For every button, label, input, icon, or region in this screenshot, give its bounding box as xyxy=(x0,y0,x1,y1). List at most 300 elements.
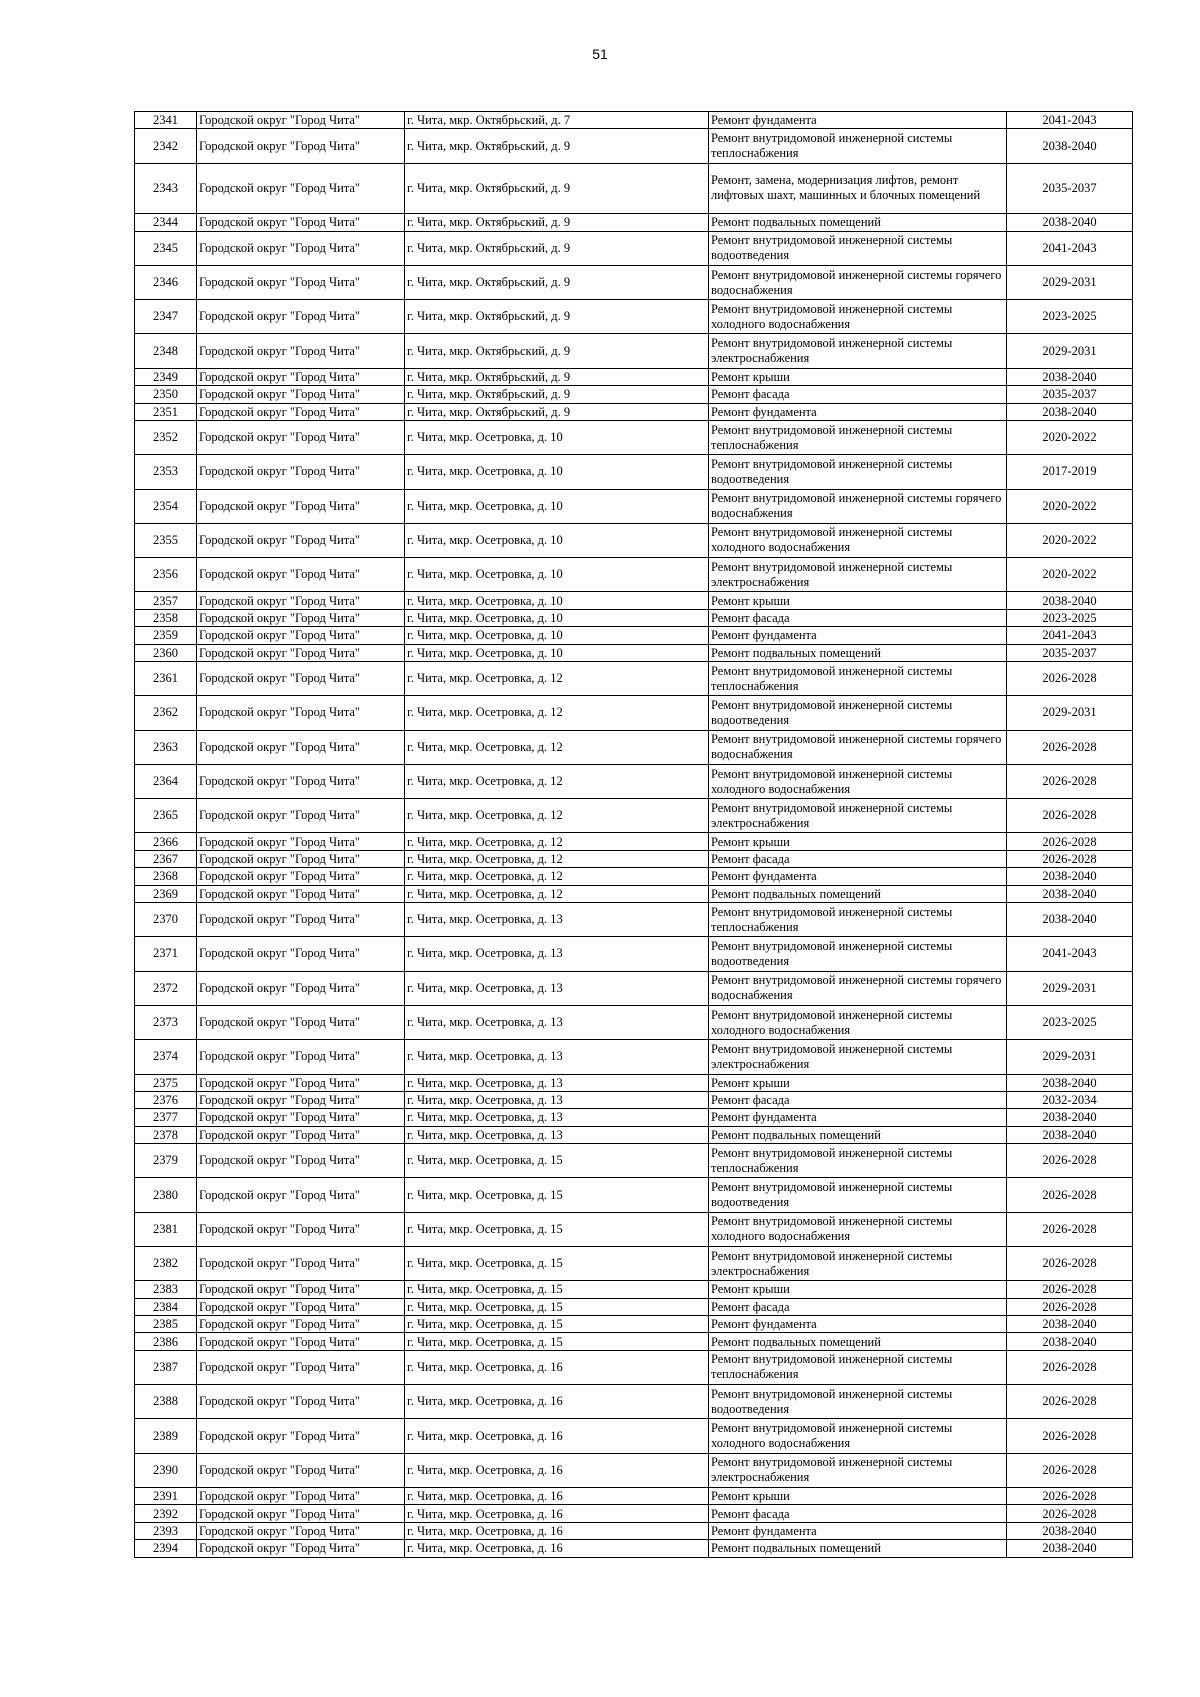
row-number-cell: 2372 xyxy=(135,971,197,1005)
table-row xyxy=(135,644,1133,661)
period-cell: 2029-2031 xyxy=(1007,334,1133,368)
row-number-cell: 2375 xyxy=(135,1074,197,1091)
address-cell: г. Чита, мкр. Осетровка, д. 15 xyxy=(405,1144,709,1178)
municipality-cell: Городской округ "Город Чита" xyxy=(197,1074,405,1091)
address-cell: г. Чита, мкр. Осетровка, д. 12 xyxy=(405,661,709,695)
table-row xyxy=(135,1281,1133,1298)
work-type-cell: Ремонт внутридомовой инженерной системы холодного водоснабжения xyxy=(709,300,1007,334)
municipality-cell: Городской округ "Город Чита" xyxy=(197,129,405,163)
municipality-cell: Городской округ "Город Чита" xyxy=(197,1522,405,1539)
municipality-cell: Городской округ "Город Чита" xyxy=(197,1333,405,1350)
row-number-cell: 2356 xyxy=(135,558,197,592)
table-row xyxy=(135,1505,1133,1522)
table-row xyxy=(135,523,1133,557)
row-number-cell: 2341 xyxy=(135,112,197,129)
work-type-cell: Ремонт внутридомовой инженерной системы электроснабжения xyxy=(709,1246,1007,1280)
row-number-cell: 2364 xyxy=(135,764,197,798)
row-number-cell: 2390 xyxy=(135,1453,197,1487)
table-row xyxy=(135,627,1133,644)
address-cell: г. Чита, мкр. Осетровка, д. 12 xyxy=(405,799,709,833)
period-cell: 2026-2028 xyxy=(1007,1281,1133,1298)
municipality-cell: Городской округ "Город Чита" xyxy=(197,523,405,557)
row-number-cell: 2374 xyxy=(135,1040,197,1074)
table-row xyxy=(135,112,1133,129)
address-cell: г. Чита, мкр. Осетровка, д. 15 xyxy=(405,1333,709,1350)
work-type-cell: Ремонт внутридомовой инженерной системы холодного водоснабжения xyxy=(709,1419,1007,1453)
municipality-cell: Городской округ "Город Чита" xyxy=(197,1178,405,1212)
table-row xyxy=(135,368,1133,385)
row-number-cell: 2365 xyxy=(135,799,197,833)
row-number-cell: 2369 xyxy=(135,885,197,902)
work-type-cell: Ремонт внутридомовой инженерной системы электроснабжения xyxy=(709,799,1007,833)
table-row xyxy=(135,1126,1133,1143)
address-cell: г. Чита, мкр. Осетровка, д. 12 xyxy=(405,868,709,885)
municipality-cell: Городской округ "Город Чита" xyxy=(197,1316,405,1333)
table-row xyxy=(135,265,1133,299)
table-row xyxy=(135,799,1133,833)
municipality-cell: Городской округ "Город Чита" xyxy=(197,386,405,403)
period-cell: 2038-2040 xyxy=(1007,214,1133,231)
address-cell: г. Чита, мкр. Октябрьский, д. 9 xyxy=(405,386,709,403)
row-number-cell: 2351 xyxy=(135,403,197,420)
work-type-cell: Ремонт крыши xyxy=(709,592,1007,609)
work-type-cell: Ремонт внутридомовой инженерной системы холодного водоснабжения xyxy=(709,523,1007,557)
repair-schedule-table xyxy=(134,111,1133,1558)
address-cell: г. Чита, мкр. Осетровка, д. 16 xyxy=(405,1385,709,1419)
work-type-cell: Ремонт внутридомовой инженерной системы теплоснабжения xyxy=(709,903,1007,937)
row-number-cell: 2373 xyxy=(135,1005,197,1039)
work-type-cell: Ремонт крыши xyxy=(709,1488,1007,1505)
municipality-cell: Городской округ "Город Чита" xyxy=(197,420,405,454)
municipality-cell: Городской округ "Город Чита" xyxy=(197,937,405,971)
period-cell: 2026-2028 xyxy=(1007,661,1133,695)
address-cell: г. Чита, мкр. Осетровка, д. 13 xyxy=(405,1074,709,1091)
address-cell: г. Чита, мкр. Осетровка, д. 16 xyxy=(405,1453,709,1487)
row-number-cell: 2391 xyxy=(135,1488,197,1505)
period-cell: 2026-2028 xyxy=(1007,850,1133,867)
period-cell: 2023-2025 xyxy=(1007,1005,1133,1039)
municipality-cell: Городской округ "Город Чита" xyxy=(197,455,405,489)
municipality-cell: Городской округ "Город Чита" xyxy=(197,1281,405,1298)
municipality-cell: Городской округ "Город Чита" xyxy=(197,1126,405,1143)
period-cell: 2026-2028 xyxy=(1007,1385,1133,1419)
table-row xyxy=(135,868,1133,885)
row-number-cell: 2383 xyxy=(135,1281,197,1298)
work-type-cell: Ремонт внутридомовой инженерной системы горячего водоснабжения xyxy=(709,265,1007,299)
row-number-cell: 2388 xyxy=(135,1385,197,1419)
row-number-cell: 2342 xyxy=(135,129,197,163)
municipality-cell: Городской округ "Город Чита" xyxy=(197,696,405,730)
work-type-cell: Ремонт внутридомовой инженерной системы водоотведения xyxy=(709,937,1007,971)
municipality-cell: Городской округ "Город Чита" xyxy=(197,903,405,937)
municipality-cell: Городской округ "Город Чита" xyxy=(197,1419,405,1453)
table-row xyxy=(135,1419,1133,1453)
work-type-cell: Ремонт внутридомовой инженерной системы теплоснабжения xyxy=(709,661,1007,695)
municipality-cell: Городской округ "Город Чита" xyxy=(197,1246,405,1280)
row-number-cell: 2394 xyxy=(135,1540,197,1557)
address-cell: г. Чита, мкр. Октябрьский, д. 9 xyxy=(405,163,709,214)
row-number-cell: 2349 xyxy=(135,368,197,385)
table-row xyxy=(135,1350,1133,1384)
work-type-cell: Ремонт фасада xyxy=(709,850,1007,867)
period-cell: 2029-2031 xyxy=(1007,696,1133,730)
municipality-cell: Городской округ "Город Чита" xyxy=(197,799,405,833)
row-number-cell: 2343 xyxy=(135,163,197,214)
period-cell: 2041-2043 xyxy=(1007,112,1133,129)
municipality-cell: Городской округ "Город Чита" xyxy=(197,1212,405,1246)
period-cell: 2026-2028 xyxy=(1007,1178,1133,1212)
table-row xyxy=(135,1522,1133,1539)
row-number-cell: 2379 xyxy=(135,1144,197,1178)
table-body xyxy=(135,112,1133,1558)
period-cell: 2038-2040 xyxy=(1007,903,1133,937)
period-cell: 2017-2019 xyxy=(1007,455,1133,489)
table-row xyxy=(135,903,1133,937)
table-row xyxy=(135,420,1133,454)
work-type-cell: Ремонт фасада xyxy=(709,609,1007,626)
period-cell: 2029-2031 xyxy=(1007,971,1133,1005)
work-type-cell: Ремонт внутридомовой инженерной системы теплоснабжения xyxy=(709,420,1007,454)
municipality-cell: Городской округ "Город Чита" xyxy=(197,833,405,850)
municipality-cell: Городской округ "Город Чита" xyxy=(197,1488,405,1505)
table-row xyxy=(135,455,1133,489)
period-cell: 2026-2028 xyxy=(1007,1419,1133,1453)
period-cell: 2035-2037 xyxy=(1007,386,1133,403)
period-cell: 2035-2037 xyxy=(1007,644,1133,661)
municipality-cell: Городской округ "Город Чита" xyxy=(197,214,405,231)
address-cell: г. Чита, мкр. Осетровка, д. 16 xyxy=(405,1488,709,1505)
table-row xyxy=(135,1040,1133,1074)
address-cell: г. Чита, мкр. Осетровка, д. 15 xyxy=(405,1212,709,1246)
row-number-cell: 2357 xyxy=(135,592,197,609)
work-type-cell: Ремонт фундамента xyxy=(709,627,1007,644)
table-row xyxy=(135,609,1133,626)
table-row xyxy=(135,1212,1133,1246)
row-number-cell: 2345 xyxy=(135,231,197,265)
period-cell: 2026-2028 xyxy=(1007,799,1133,833)
address-cell: г. Чита, мкр. Осетровка, д. 12 xyxy=(405,696,709,730)
table-row xyxy=(135,1246,1133,1280)
work-type-cell: Ремонт внутридомовой инженерной системы теплоснабжения xyxy=(709,1144,1007,1178)
work-type-cell: Ремонт внутридомовой инженерной системы электроснабжения xyxy=(709,334,1007,368)
municipality-cell: Городской округ "Город Чита" xyxy=(197,300,405,334)
row-number-cell: 2350 xyxy=(135,386,197,403)
row-number-cell: 2393 xyxy=(135,1522,197,1539)
work-type-cell: Ремонт внутридомовой инженерной системы водоотведения xyxy=(709,231,1007,265)
municipality-cell: Городской округ "Город Чита" xyxy=(197,1298,405,1315)
work-type-cell: Ремонт подвальных помещений xyxy=(709,1333,1007,1350)
work-type-cell: Ремонт, замена, модернизация лифтов, ремонт лифтовых шахт, машинных и блочных помещений xyxy=(709,163,1007,214)
work-type-cell: Ремонт внутридомовой инженерной системы водоотведения xyxy=(709,1178,1007,1212)
table-row xyxy=(135,403,1133,420)
address-cell: г. Чита, мкр. Осетровка, д. 10 xyxy=(405,609,709,626)
period-cell: 2020-2022 xyxy=(1007,558,1133,592)
work-type-cell: Ремонт внутридомовой инженерной системы теплоснабжения xyxy=(709,129,1007,163)
work-type-cell: Ремонт подвальных помещений xyxy=(709,214,1007,231)
row-number-cell: 2389 xyxy=(135,1419,197,1453)
address-cell: г. Чита, мкр. Осетровка, д. 12 xyxy=(405,850,709,867)
table-row xyxy=(135,129,1133,163)
work-type-cell: Ремонт внутридомовой инженерной системы теплоснабжения xyxy=(709,1350,1007,1384)
work-type-cell: Ремонт подвальных помещений xyxy=(709,1540,1007,1557)
table-row xyxy=(135,334,1133,368)
period-cell: 2026-2028 xyxy=(1007,1212,1133,1246)
municipality-cell: Городской округ "Город Чита" xyxy=(197,558,405,592)
work-type-cell: Ремонт внутридомовой инженерной системы горячего водоснабжения xyxy=(709,730,1007,764)
period-cell: 2038-2040 xyxy=(1007,1333,1133,1350)
work-type-cell: Ремонт фасада xyxy=(709,386,1007,403)
period-cell: 2041-2043 xyxy=(1007,627,1133,644)
period-cell: 2038-2040 xyxy=(1007,1540,1133,1557)
municipality-cell: Городской округ "Город Чита" xyxy=(197,850,405,867)
row-number-cell: 2381 xyxy=(135,1212,197,1246)
municipality-cell: Городской округ "Город Чита" xyxy=(197,592,405,609)
address-cell: г. Чита, мкр. Осетровка, д. 13 xyxy=(405,1091,709,1108)
municipality-cell: Городской округ "Город Чита" xyxy=(197,403,405,420)
municipality-cell: Городской округ "Город Чита" xyxy=(197,885,405,902)
work-type-cell: Ремонт внутридомовой инженерной системы электроснабжения xyxy=(709,558,1007,592)
table-row xyxy=(135,1109,1133,1126)
page-number: 51 xyxy=(592,46,608,62)
address-cell: г. Чита, мкр. Осетровка, д. 13 xyxy=(405,1109,709,1126)
address-cell: г. Чита, мкр. Осетровка, д. 10 xyxy=(405,627,709,644)
address-cell: г. Чита, мкр. Октябрьский, д. 9 xyxy=(405,403,709,420)
row-number-cell: 2386 xyxy=(135,1333,197,1350)
work-type-cell: Ремонт внутридомовой инженерной системы холодного водоснабжения xyxy=(709,1005,1007,1039)
period-cell: 2026-2028 xyxy=(1007,764,1133,798)
municipality-cell: Городской округ "Город Чита" xyxy=(197,764,405,798)
row-number-cell: 2361 xyxy=(135,661,197,695)
municipality-cell: Городской округ "Город Чита" xyxy=(197,163,405,214)
address-cell: г. Чита, мкр. Осетровка, д. 10 xyxy=(405,420,709,454)
table-row xyxy=(135,592,1133,609)
row-number-cell: 2378 xyxy=(135,1126,197,1143)
address-cell: г. Чита, мкр. Осетровка, д. 16 xyxy=(405,1522,709,1539)
municipality-cell: Городской округ "Город Чита" xyxy=(197,661,405,695)
period-cell: 2026-2028 xyxy=(1007,1350,1133,1384)
period-cell: 2026-2028 xyxy=(1007,1246,1133,1280)
table-row xyxy=(135,489,1133,523)
period-cell: 2026-2028 xyxy=(1007,1505,1133,1522)
address-cell: г. Чита, мкр. Осетровка, д. 10 xyxy=(405,523,709,557)
address-cell: г. Чита, мкр. Октябрьский, д. 7 xyxy=(405,112,709,129)
row-number-cell: 2353 xyxy=(135,455,197,489)
work-type-cell: Ремонт подвальных помещений xyxy=(709,1126,1007,1143)
period-cell: 2029-2031 xyxy=(1007,265,1133,299)
work-type-cell: Ремонт фасада xyxy=(709,1298,1007,1315)
address-cell: г. Чита, мкр. Осетровка, д. 12 xyxy=(405,885,709,902)
municipality-cell: Городской округ "Город Чита" xyxy=(197,489,405,523)
table-row xyxy=(135,850,1133,867)
period-cell: 2029-2031 xyxy=(1007,1040,1133,1074)
period-cell: 2020-2022 xyxy=(1007,523,1133,557)
table-row xyxy=(135,1385,1133,1419)
address-cell: г. Чита, мкр. Осетровка, д. 15 xyxy=(405,1246,709,1280)
row-number-cell: 2354 xyxy=(135,489,197,523)
municipality-cell: Городской округ "Город Чита" xyxy=(197,1385,405,1419)
address-cell: г. Чита, мкр. Осетровка, д. 10 xyxy=(405,489,709,523)
table-row xyxy=(135,971,1133,1005)
municipality-cell: Городской округ "Город Чита" xyxy=(197,644,405,661)
row-number-cell: 2348 xyxy=(135,334,197,368)
address-cell: г. Чита, мкр. Октябрьский, д. 9 xyxy=(405,214,709,231)
period-cell: 2038-2040 xyxy=(1007,403,1133,420)
table-row xyxy=(135,1178,1133,1212)
period-cell: 2038-2040 xyxy=(1007,1316,1133,1333)
municipality-cell: Городской округ "Город Чита" xyxy=(197,1005,405,1039)
table-row xyxy=(135,386,1133,403)
row-number-cell: 2367 xyxy=(135,850,197,867)
work-type-cell: Ремонт фасада xyxy=(709,1091,1007,1108)
row-number-cell: 2382 xyxy=(135,1246,197,1280)
municipality-cell: Городской округ "Город Чита" xyxy=(197,971,405,1005)
period-cell: 2035-2037 xyxy=(1007,163,1133,214)
work-type-cell: Ремонт внутридомовой инженерной системы холодного водоснабжения xyxy=(709,764,1007,798)
row-number-cell: 2352 xyxy=(135,420,197,454)
row-number-cell: 2346 xyxy=(135,265,197,299)
period-cell: 2020-2022 xyxy=(1007,489,1133,523)
row-number-cell: 2392 xyxy=(135,1505,197,1522)
address-cell: г. Чита, мкр. Октябрьский, д. 9 xyxy=(405,300,709,334)
table-row xyxy=(135,764,1133,798)
work-type-cell: Ремонт фасада xyxy=(709,1505,1007,1522)
period-cell: 2026-2028 xyxy=(1007,730,1133,764)
table-row xyxy=(135,1005,1133,1039)
address-cell: г. Чита, мкр. Осетровка, д. 10 xyxy=(405,558,709,592)
address-cell: г. Чита, мкр. Октябрьский, д. 9 xyxy=(405,231,709,265)
address-cell: г. Чита, мкр. Осетровка, д. 13 xyxy=(405,971,709,1005)
work-type-cell: Ремонт внутридомовой инженерной системы электроснабжения xyxy=(709,1453,1007,1487)
period-cell: 2038-2040 xyxy=(1007,1522,1133,1539)
period-cell: 2026-2028 xyxy=(1007,1453,1133,1487)
period-cell: 2038-2040 xyxy=(1007,1109,1133,1126)
row-number-cell: 2371 xyxy=(135,937,197,971)
municipality-cell: Городской округ "Город Чита" xyxy=(197,868,405,885)
period-cell: 2020-2022 xyxy=(1007,420,1133,454)
period-cell: 2032-2034 xyxy=(1007,1091,1133,1108)
work-type-cell: Ремонт фундамента xyxy=(709,1109,1007,1126)
row-number-cell: 2347 xyxy=(135,300,197,334)
municipality-cell: Городской округ "Город Чита" xyxy=(197,334,405,368)
address-cell: г. Чита, мкр. Осетровка, д. 10 xyxy=(405,455,709,489)
address-cell: г. Чита, мкр. Осетровка, д. 12 xyxy=(405,833,709,850)
work-type-cell: Ремонт подвальных помещений xyxy=(709,885,1007,902)
address-cell: г. Чита, мкр. Октябрьский, д. 9 xyxy=(405,334,709,368)
table-row xyxy=(135,1333,1133,1350)
address-cell: г. Чита, мкр. Октябрьский, д. 9 xyxy=(405,129,709,163)
period-cell: 2026-2028 xyxy=(1007,1144,1133,1178)
municipality-cell: Городской округ "Город Чита" xyxy=(197,1350,405,1384)
row-number-cell: 2360 xyxy=(135,644,197,661)
address-cell: г. Чита, мкр. Осетровка, д. 13 xyxy=(405,903,709,937)
address-cell: г. Чита, мкр. Осетровка, д. 13 xyxy=(405,937,709,971)
address-cell: г. Чита, мкр. Осетровка, д. 16 xyxy=(405,1419,709,1453)
table-row xyxy=(135,1488,1133,1505)
row-number-cell: 2384 xyxy=(135,1298,197,1315)
period-cell: 2038-2040 xyxy=(1007,368,1133,385)
municipality-cell: Городской округ "Город Чита" xyxy=(197,627,405,644)
table-row xyxy=(135,1074,1133,1091)
row-number-cell: 2366 xyxy=(135,833,197,850)
table-row xyxy=(135,885,1133,902)
table-row xyxy=(135,300,1133,334)
municipality-cell: Городской округ "Город Чита" xyxy=(197,112,405,129)
period-cell: 2038-2040 xyxy=(1007,129,1133,163)
table-row xyxy=(135,558,1133,592)
period-cell: 2041-2043 xyxy=(1007,937,1133,971)
address-cell: г. Чита, мкр. Осетровка, д. 15 xyxy=(405,1178,709,1212)
row-number-cell: 2358 xyxy=(135,609,197,626)
work-type-cell: Ремонт внутридомовой инженерной системы водоотведения xyxy=(709,1385,1007,1419)
row-number-cell: 2362 xyxy=(135,696,197,730)
table-row xyxy=(135,833,1133,850)
work-type-cell: Ремонт подвальных помещений xyxy=(709,644,1007,661)
municipality-cell: Городской округ "Город Чита" xyxy=(197,1453,405,1487)
row-number-cell: 2377 xyxy=(135,1109,197,1126)
table-row xyxy=(135,1298,1133,1315)
row-number-cell: 2359 xyxy=(135,627,197,644)
period-cell: 2023-2025 xyxy=(1007,300,1133,334)
work-type-cell: Ремонт фундамента xyxy=(709,112,1007,129)
row-number-cell: 2355 xyxy=(135,523,197,557)
row-number-cell: 2363 xyxy=(135,730,197,764)
municipality-cell: Городской округ "Город Чита" xyxy=(197,265,405,299)
address-cell: г. Чита, мкр. Осетровка, д. 15 xyxy=(405,1316,709,1333)
address-cell: г. Чита, мкр. Осетровка, д. 13 xyxy=(405,1005,709,1039)
table-row xyxy=(135,696,1133,730)
municipality-cell: Городской округ "Город Чита" xyxy=(197,730,405,764)
period-cell: 2026-2028 xyxy=(1007,1298,1133,1315)
address-cell: г. Чита, мкр. Осетровка, д. 15 xyxy=(405,1298,709,1315)
work-type-cell: Ремонт внутридомовой инженерной системы водоотведения xyxy=(709,696,1007,730)
period-cell: 2038-2040 xyxy=(1007,1126,1133,1143)
period-cell: 2026-2028 xyxy=(1007,1488,1133,1505)
address-cell: г. Чита, мкр. Осетровка, д. 15 xyxy=(405,1281,709,1298)
table-row xyxy=(135,730,1133,764)
period-cell: 2023-2025 xyxy=(1007,609,1133,626)
row-number-cell: 2387 xyxy=(135,1350,197,1384)
period-cell: 2041-2043 xyxy=(1007,231,1133,265)
address-cell: г. Чита, мкр. Осетровка, д. 10 xyxy=(405,592,709,609)
work-type-cell: Ремонт фундамента xyxy=(709,868,1007,885)
municipality-cell: Городской округ "Город Чита" xyxy=(197,368,405,385)
work-type-cell: Ремонт фундамента xyxy=(709,1316,1007,1333)
table-row xyxy=(135,163,1133,214)
address-cell: г. Чита, мкр. Осетровка, д. 16 xyxy=(405,1540,709,1557)
table-row xyxy=(135,937,1133,971)
work-type-cell: Ремонт крыши xyxy=(709,1074,1007,1091)
table-row xyxy=(135,1316,1133,1333)
table-row xyxy=(135,1144,1133,1178)
address-cell: г. Чита, мкр. Осетровка, д. 16 xyxy=(405,1350,709,1384)
address-cell: г. Чита, мкр. Осетровка, д. 12 xyxy=(405,764,709,798)
work-type-cell: Ремонт фундамента xyxy=(709,403,1007,420)
row-number-cell: 2385 xyxy=(135,1316,197,1333)
address-cell: г. Чита, мкр. Осетровка, д. 10 xyxy=(405,644,709,661)
period-cell: 2038-2040 xyxy=(1007,868,1133,885)
work-type-cell: Ремонт внутридомовой инженерной системы водоотведения xyxy=(709,455,1007,489)
table-row xyxy=(135,1453,1133,1487)
address-cell: г. Чита, мкр. Осетровка, д. 13 xyxy=(405,1126,709,1143)
row-number-cell: 2376 xyxy=(135,1091,197,1108)
period-cell: 2038-2040 xyxy=(1007,1074,1133,1091)
municipality-cell: Городской округ "Город Чита" xyxy=(197,1144,405,1178)
work-type-cell: Ремонт крыши xyxy=(709,833,1007,850)
address-cell: г. Чита, мкр. Октябрьский, д. 9 xyxy=(405,265,709,299)
municipality-cell: Городской округ "Город Чита" xyxy=(197,609,405,626)
address-cell: г. Чита, мкр. Осетровка, д. 16 xyxy=(405,1505,709,1522)
municipality-cell: Городской округ "Город Чита" xyxy=(197,1040,405,1074)
